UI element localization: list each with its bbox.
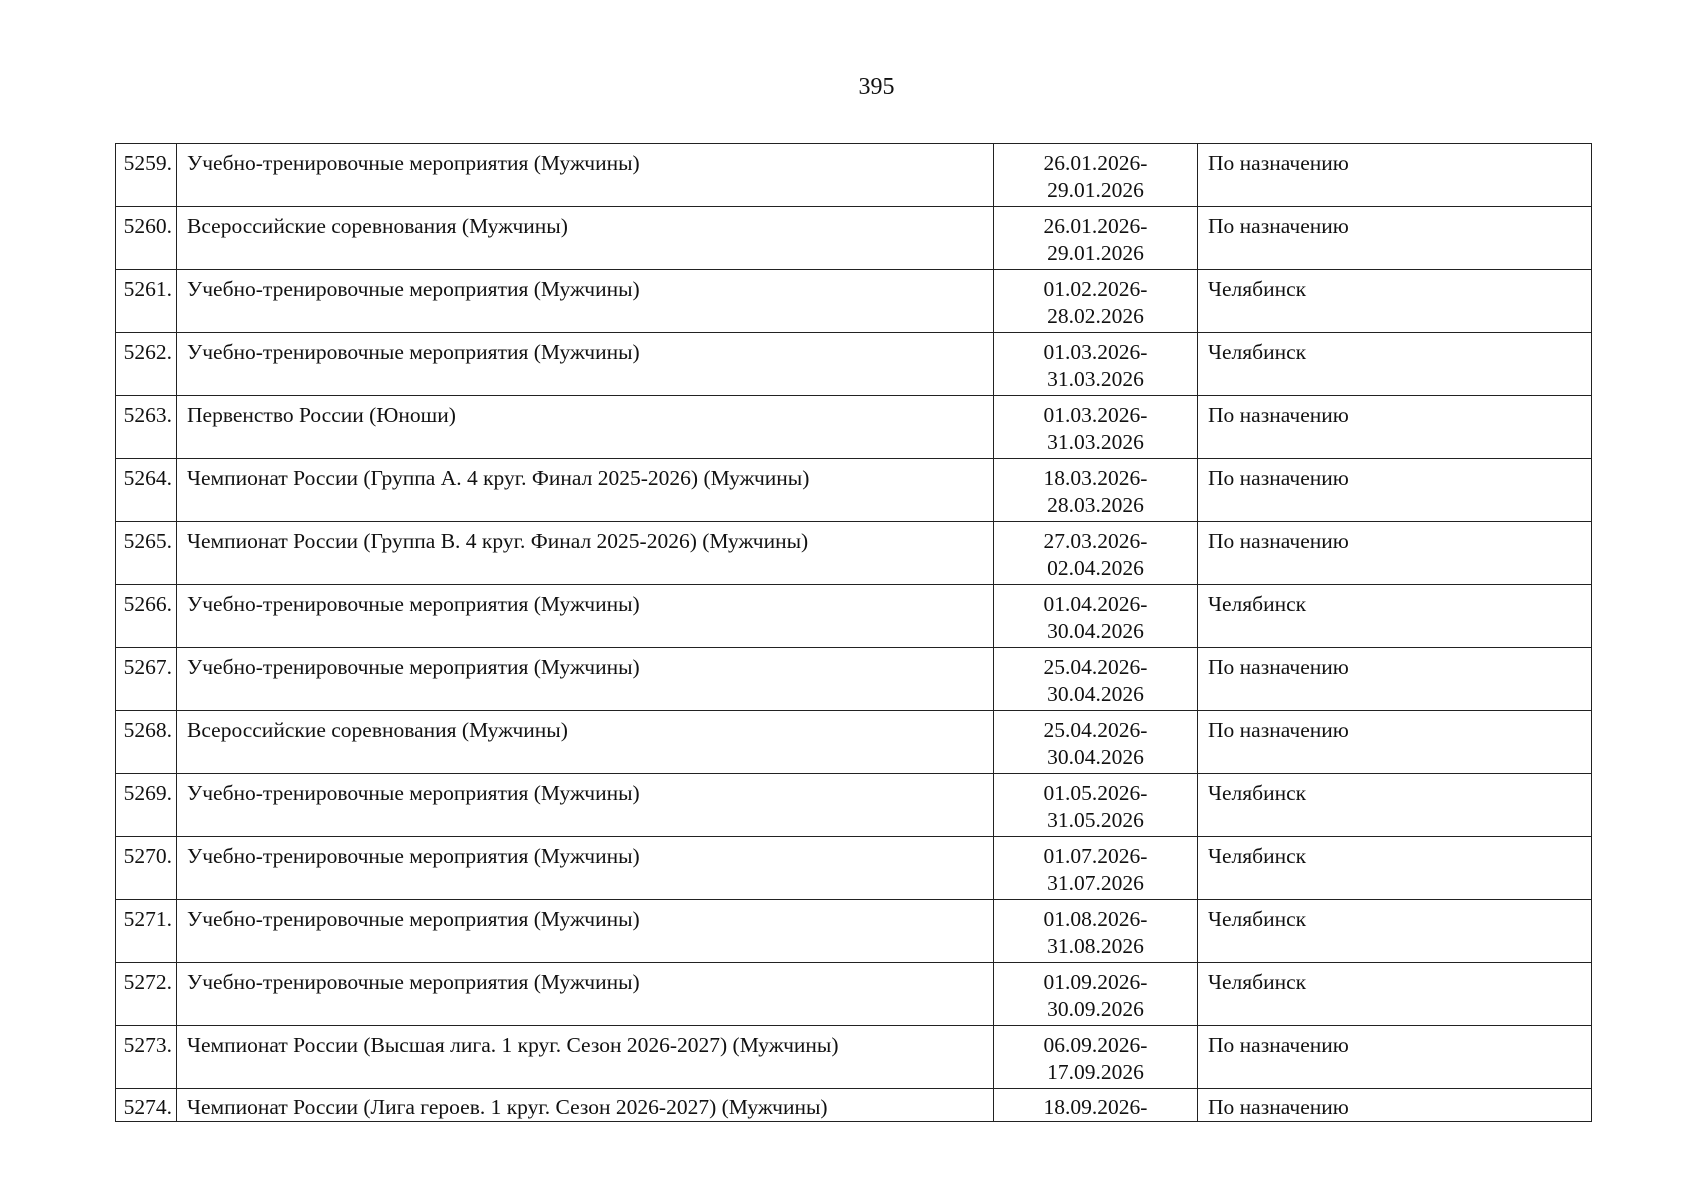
date-to: 30.04.2026	[1047, 745, 1144, 769]
event-dates	[994, 522, 1198, 585]
date-to: 30.04.2026	[1047, 619, 1144, 643]
event-place: Челябинск	[1198, 333, 1592, 396]
row-number: 5273.	[116, 1026, 177, 1089]
event-dates	[994, 144, 1198, 207]
date-from: 26.01.2026-	[1043, 151, 1148, 175]
event-dates	[994, 1089, 1198, 1122]
row-number: 5260.	[116, 207, 177, 270]
date-to: 30.09.2026	[1047, 997, 1144, 1021]
table-row	[116, 711, 1592, 774]
event-place: По назначению	[1198, 207, 1592, 270]
event-place: Челябинск	[1198, 270, 1592, 333]
date-from: 01.03.2026-	[1043, 403, 1148, 427]
date-to: 17.09.2026	[1047, 1060, 1144, 1084]
event-name: Всероссийские соревнования (Мужчины)	[177, 711, 994, 774]
table-row	[116, 396, 1592, 459]
date-from: 01.02.2026-	[1043, 277, 1148, 301]
event-place: По назначению	[1198, 648, 1592, 711]
event-dates	[994, 648, 1198, 711]
date-to: 31.05.2026	[1047, 808, 1144, 832]
event-name: Учебно-тренировочные мероприятия (Мужчины)	[177, 774, 994, 837]
event-place: Челябинск	[1198, 963, 1592, 1026]
page-number: 395	[858, 74, 895, 100]
row-number: 5271.	[116, 900, 177, 963]
event-name: Всероссийские соревнования (Мужчины)	[177, 207, 994, 270]
event-name: Учебно-тренировочные мероприятия (Мужчины)	[177, 144, 994, 207]
table-row	[116, 900, 1592, 963]
event-name: Учебно-тренировочные мероприятия (Мужчины)	[177, 900, 994, 963]
row-number: 5267.	[116, 648, 177, 711]
event-dates	[994, 963, 1198, 1026]
event-name: Учебно-тренировочные мероприятия (Мужчины)	[177, 585, 994, 648]
date-to: 31.07.2026	[1047, 871, 1144, 895]
event-place: Челябинск	[1198, 585, 1592, 648]
table-row	[116, 459, 1592, 522]
row-number: 5263.	[116, 396, 177, 459]
date-to: 29.01.2026	[1047, 241, 1144, 265]
table-row	[116, 270, 1592, 333]
date-from: 06.09.2026-	[1043, 1033, 1148, 1057]
row-number: 5268.	[116, 711, 177, 774]
date-from: 01.09.2026-	[1043, 970, 1148, 994]
date-from: 27.03.2026-	[1043, 529, 1148, 553]
row-number: 5259.	[116, 144, 177, 207]
table-row	[116, 522, 1592, 585]
event-name: Учебно-тренировочные мероприятия (Мужчины)	[177, 837, 994, 900]
event-dates	[994, 900, 1198, 963]
table-row	[116, 144, 1592, 207]
event-dates	[994, 270, 1198, 333]
table-row	[116, 837, 1592, 900]
event-place: По назначению	[1198, 396, 1592, 459]
date-from: 01.07.2026-	[1043, 844, 1148, 868]
date-from: 01.08.2026-	[1043, 907, 1148, 931]
event-name: Первенство России (Юноши)	[177, 396, 994, 459]
event-place: По назначению	[1198, 459, 1592, 522]
date-to: 28.03.2026	[1047, 493, 1144, 517]
row-number: 5261.	[116, 270, 177, 333]
row-number: 5274.	[116, 1089, 177, 1122]
date-from: 25.04.2026-	[1043, 718, 1148, 742]
date-from: 26.01.2026-	[1043, 214, 1148, 238]
row-number: 5262.	[116, 333, 177, 396]
event-place: По назначению	[1198, 1089, 1592, 1122]
date-from: 01.03.2026-	[1043, 340, 1148, 364]
table-row	[116, 207, 1592, 270]
event-name: Чемпионат России (Лига героев. 1 круг. Сезон 2026-2027) (Мужчины)	[177, 1089, 994, 1122]
event-dates	[994, 333, 1198, 396]
event-name: Чемпионат России (Высшая лига. 1 круг. Сезон 2026-2027) (Мужчины)	[177, 1026, 994, 1089]
event-place: Челябинск	[1198, 900, 1592, 963]
table-row	[116, 1026, 1592, 1089]
events-table-body	[116, 144, 1592, 1122]
event-dates	[994, 396, 1198, 459]
event-name: Учебно-тренировочные мероприятия (Мужчины)	[177, 270, 994, 333]
events-table	[115, 143, 1592, 1122]
row-number: 5272.	[116, 963, 177, 1026]
event-dates	[994, 207, 1198, 270]
event-name: Учебно-тренировочные мероприятия (Мужчины)	[177, 333, 994, 396]
date-to: 28.02.2026	[1047, 304, 1144, 328]
date-to: 31.03.2026	[1047, 430, 1144, 454]
date-to: 29.01.2026	[1047, 178, 1144, 202]
table-row	[116, 1089, 1592, 1122]
row-number: 5270.	[116, 837, 177, 900]
table-row	[116, 333, 1592, 396]
event-dates	[994, 774, 1198, 837]
event-place: По назначению	[1198, 1026, 1592, 1089]
event-dates	[994, 1026, 1198, 1089]
date-from: 01.04.2026-	[1043, 592, 1148, 616]
row-number: 5265.	[116, 522, 177, 585]
date-from: 18.09.2026-	[1043, 1095, 1148, 1119]
table-row	[116, 648, 1592, 711]
event-dates	[994, 585, 1198, 648]
event-dates	[994, 459, 1198, 522]
event-place: По назначению	[1198, 144, 1592, 207]
date-from: 18.03.2026-	[1043, 466, 1148, 490]
table-row	[116, 585, 1592, 648]
row-number: 5269.	[116, 774, 177, 837]
event-place: Челябинск	[1198, 774, 1592, 837]
event-name: Учебно-тренировочные мероприятия (Мужчины)	[177, 963, 994, 1026]
date-from: 25.04.2026-	[1043, 655, 1148, 679]
row-number: 5266.	[116, 585, 177, 648]
date-to: 31.08.2026	[1047, 934, 1144, 958]
date-to: 30.04.2026	[1047, 682, 1144, 706]
row-number: 5264.	[116, 459, 177, 522]
event-place: По назначению	[1198, 711, 1592, 774]
event-name: Чемпионат России (Группа А. 4 круг. Финал 2025-2026) (Мужчины)	[177, 459, 994, 522]
date-to: 31.03.2026	[1047, 367, 1144, 391]
event-place: По назначению	[1198, 522, 1592, 585]
event-name: Чемпионат России (Группа В. 4 круг. Финал 2025-2026) (Мужчины)	[177, 522, 994, 585]
table-row	[116, 774, 1592, 837]
date-to: 02.04.2026	[1047, 556, 1144, 580]
event-name: Учебно-тренировочные мероприятия (Мужчины)	[177, 648, 994, 711]
event-place: Челябинск	[1198, 837, 1592, 900]
event-dates	[994, 837, 1198, 900]
table-row	[116, 963, 1592, 1026]
date-from: 01.05.2026-	[1043, 781, 1148, 805]
event-dates	[994, 711, 1198, 774]
